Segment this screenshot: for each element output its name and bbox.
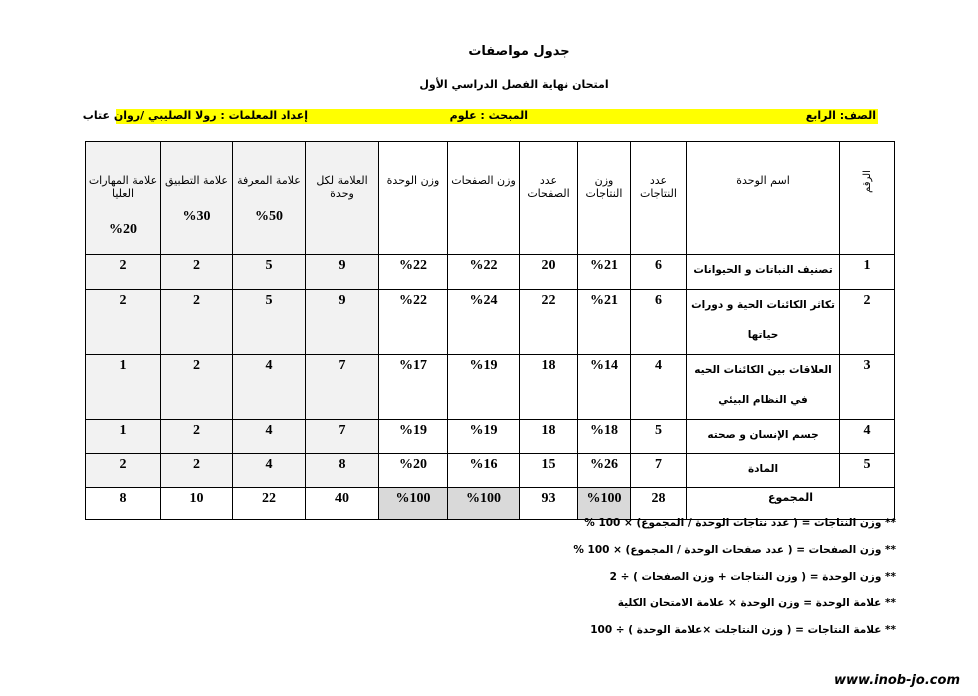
header-unit-mark: العلامة لكل وحدة xyxy=(306,142,379,255)
document-title: جدول مواصفات xyxy=(468,44,570,59)
cell-app: 2 xyxy=(161,255,233,290)
total-pages-weight: %100 xyxy=(448,488,520,520)
cell-outcomes_w: %14 xyxy=(578,355,631,420)
table-row xyxy=(86,255,895,290)
specification-table xyxy=(85,141,895,520)
cell-app: 2 xyxy=(161,420,233,454)
table-row xyxy=(86,454,895,488)
header-outcomes-count: عدد النتاجات xyxy=(631,142,687,255)
total-outcomes: 28 xyxy=(631,488,687,520)
cell-pages: 18 xyxy=(520,355,578,420)
grade-label: الصف: الرابع xyxy=(805,109,876,122)
cell-high: 1 xyxy=(86,420,161,454)
cell-outcomes_w: %26 xyxy=(578,454,631,488)
table-row xyxy=(86,355,895,420)
cell-app: 2 xyxy=(161,454,233,488)
cell-outcomes: 4 xyxy=(631,355,687,420)
cell-unit_w: %20 xyxy=(379,454,448,488)
note: ** وزن الوحدة = ( وزن النتاجات + وزن الصفحات ) ÷ 2 xyxy=(609,571,896,583)
header-knowledge: علامة المعرفة %50 xyxy=(233,142,306,255)
info-band xyxy=(82,109,878,124)
cell-know: 4 xyxy=(233,454,306,488)
cell-pages_w: %19 xyxy=(448,355,520,420)
cell-pages: 18 xyxy=(520,420,578,454)
cell-name: جسم الإنسان و صحته xyxy=(687,420,840,454)
header-number: الرقم xyxy=(840,142,895,255)
cell-know: 5 xyxy=(233,255,306,290)
cell-no: 3 xyxy=(840,355,895,420)
total-outcomes-weight: %100 xyxy=(578,488,631,520)
note: ** علامة الوحدة = وزن الوحدة × علامة الامتحان الكلية xyxy=(617,597,896,609)
header-unit-name: اسم الوحدة xyxy=(687,142,840,255)
cell-outcomes_w: %21 xyxy=(578,255,631,290)
cell-no: 5 xyxy=(840,454,895,488)
cell-outcomes: 7 xyxy=(631,454,687,488)
cell-pages: 15 xyxy=(520,454,578,488)
header-pages-count: عدد الصفحات xyxy=(520,142,578,255)
total-knowledge: 22 xyxy=(233,488,306,520)
total-unit-weight: %100 xyxy=(379,488,448,520)
header-application: علامة التطبيق %30 xyxy=(161,142,233,255)
cell-no: 4 xyxy=(840,420,895,454)
cell-unit_w: %22 xyxy=(379,290,448,355)
cell-unit_w: %22 xyxy=(379,255,448,290)
cell-high: 2 xyxy=(86,290,161,355)
cell-outcomes: 6 xyxy=(631,255,687,290)
cell-know: 5 xyxy=(233,290,306,355)
cell-unit_w: %17 xyxy=(379,355,448,420)
total-label: المجموع xyxy=(687,488,895,520)
total-application: 10 xyxy=(161,488,233,520)
cell-mark: 7 xyxy=(306,420,379,454)
cell-no: 2 xyxy=(840,290,895,355)
cell-pages_w: %16 xyxy=(448,454,520,488)
cell-high: 1 xyxy=(86,355,161,420)
cell-name: تكاثر الكائنات الحية و دورات حياتها xyxy=(687,290,840,355)
note: ** وزن الصفحات = ( عدد صفحات الوحدة / المجموع) × 100 % xyxy=(573,544,896,556)
cell-name: المادة xyxy=(687,454,840,488)
note: ** وزن النتاجات = ( عدد نتاجات الوحدة / المجموع) × 100 % xyxy=(584,517,896,529)
cell-outcomes_w: %18 xyxy=(578,420,631,454)
header-unit-weight: وزن الوحدة xyxy=(379,142,448,255)
cell-know: 4 xyxy=(233,420,306,454)
cell-mark: 9 xyxy=(306,290,379,355)
header-outcomes-weight: وزن النتاجات xyxy=(578,142,631,255)
cell-outcomes_w: %21 xyxy=(578,290,631,355)
total-higher: 8 xyxy=(86,488,161,520)
cell-unit_w: %19 xyxy=(379,420,448,454)
cell-outcomes: 5 xyxy=(631,420,687,454)
cell-pages_w: %19 xyxy=(448,420,520,454)
teachers-label: إعداد المعلمات : رولا الصليبي /روان عتاب xyxy=(82,109,308,122)
cell-app: 2 xyxy=(161,290,233,355)
header-row xyxy=(86,142,895,255)
document-subtitle: امتحان نهاية الفصل الدراسي الأول xyxy=(419,78,609,91)
cell-mark: 9 xyxy=(306,255,379,290)
cell-name: العلاقات بين الكائنات الحيه في النظام البيئي xyxy=(687,355,840,420)
table-row xyxy=(86,290,895,355)
watermark: www.inob-jo.com xyxy=(834,673,960,688)
total-pages: 93 xyxy=(520,488,578,520)
cell-pages: 22 xyxy=(520,290,578,355)
cell-no: 1 xyxy=(840,255,895,290)
cell-outcomes: 6 xyxy=(631,290,687,355)
cell-mark: 7 xyxy=(306,355,379,420)
cell-high: 2 xyxy=(86,255,161,290)
note: ** علامة النتاجات = ( وزن النتاجلت ×علامة الوحدة ) ÷ 100 xyxy=(590,624,896,636)
header-pages-weight: وزن الصفحات xyxy=(448,142,520,255)
cell-mark: 8 xyxy=(306,454,379,488)
total-mark: 40 xyxy=(306,488,379,520)
cell-pages_w: %22 xyxy=(448,255,520,290)
cell-name: تصنيف النباتات و الحيوانات xyxy=(687,255,840,290)
cell-app: 2 xyxy=(161,355,233,420)
header-higher-skills: علامة المهارات العليا %20 xyxy=(86,142,161,255)
table-row xyxy=(86,420,895,454)
cell-pages: 20 xyxy=(520,255,578,290)
cell-know: 4 xyxy=(233,355,306,420)
cell-high: 2 xyxy=(86,454,161,488)
subject-label: المبحث : علوم xyxy=(449,109,528,122)
cell-pages_w: %24 xyxy=(448,290,520,355)
total-row xyxy=(86,488,895,520)
